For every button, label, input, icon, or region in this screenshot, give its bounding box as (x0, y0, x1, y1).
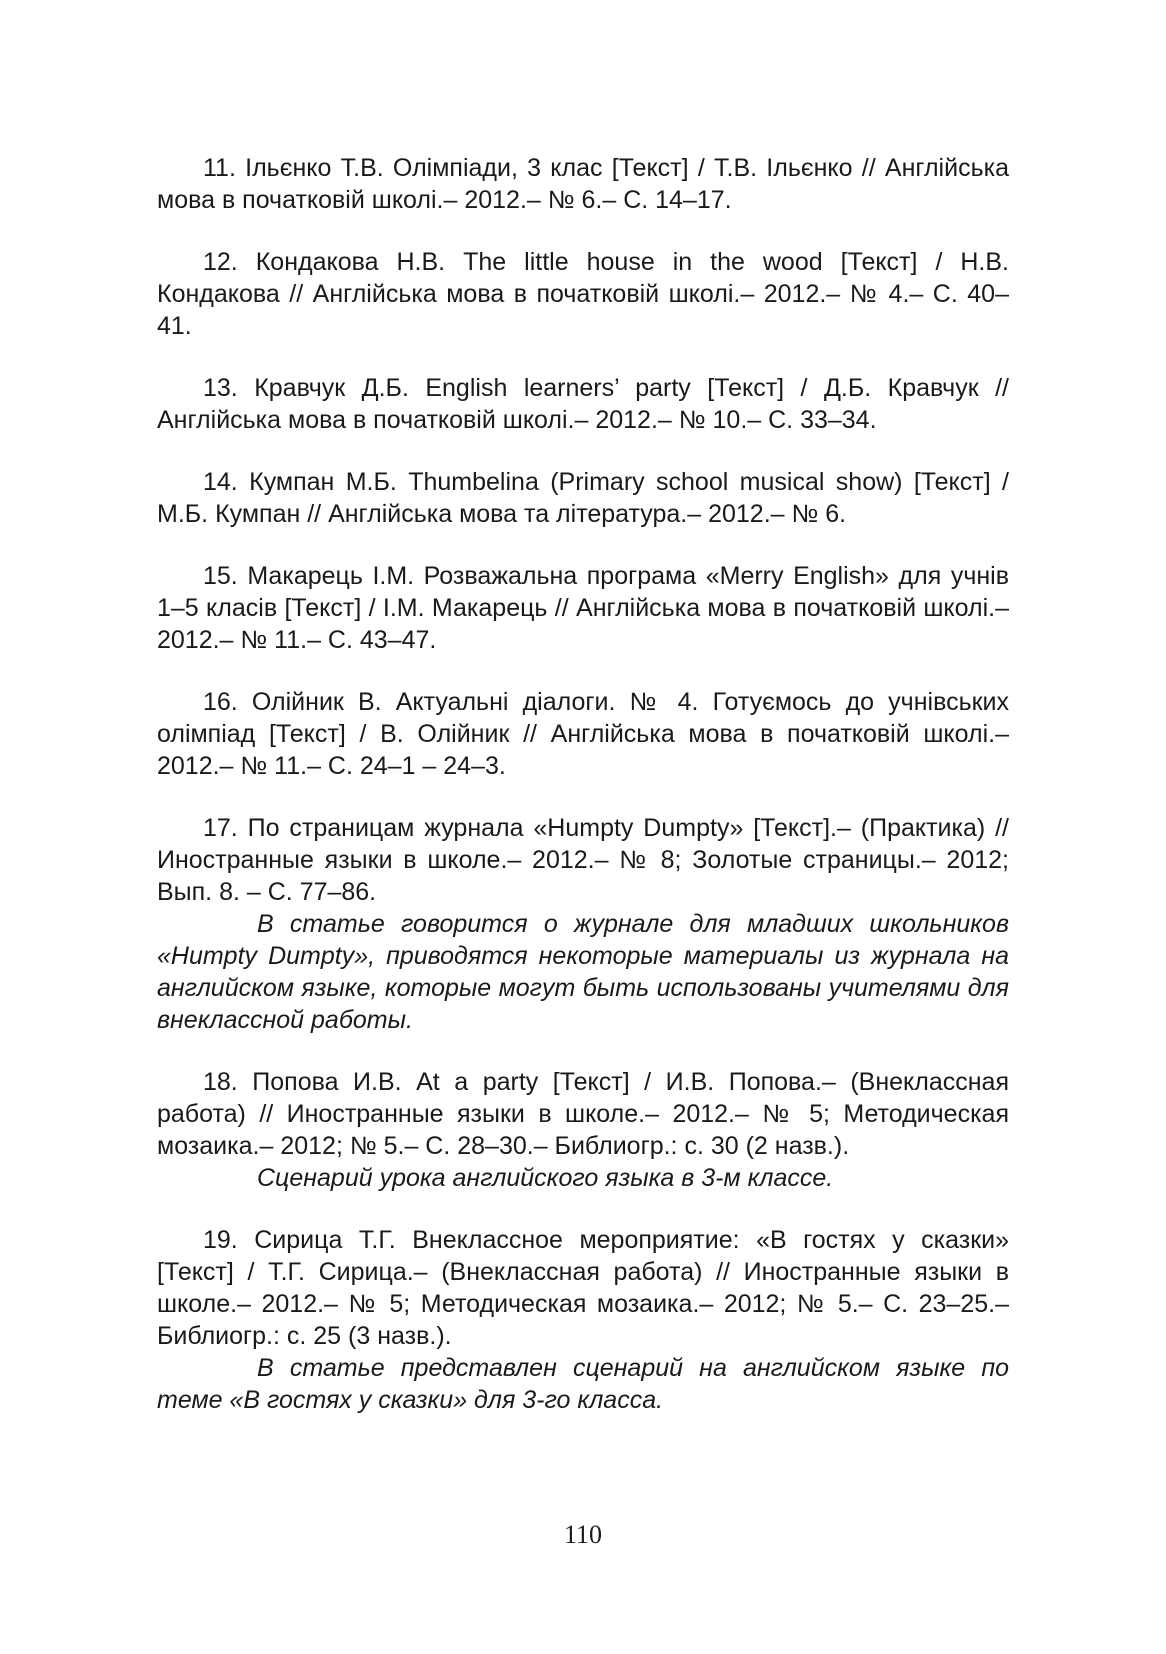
bibliography-entry-15 (157, 560, 1009, 656)
entry-citation: 12. Кондакова Н.В. The little house in the wood [Текст] / Н.В. Кондакова // Англійська мова в початковій школі.– 2012.– № 4.– С. 40–41. (157, 248, 1009, 340)
entry-citation: 11. Ільєнко Т.В. Олімпіади, 3 клас [Текст] / Т.В. Ільєнко // Англійська мова в початковій школі.– 2012.– № 6.– С. 14–17. (157, 154, 1009, 214)
bibliography-list (157, 152, 1009, 1446)
bibliography-entry-17 (157, 812, 1009, 1036)
entry-citation: 16. Олійник В. Актуальні діалоги. № 4. Готуємось до учнівських олімпіад [Текст] / В. Олійник // Англійська мова в початковій школі.– 2012.– № 11.– С. 24–1 – 24–3. (157, 688, 1009, 780)
bibliography-entry-18 (157, 1066, 1009, 1194)
entry-citation: 18. Попова И.В. At a party [Текст] / И.В. Попова.– (Внеклассная работа) // Иностранные языки в школе.– 2012.– № 5; Методическая мозаика.– 2012; № 5.– С. 28–30.– Библиогр.: с. 30 (2 назв.). (157, 1068, 1009, 1160)
entry-citation: 14. Кумпан М.Б. Thumbelina (Primary school musical show) [Текст] / М.Б. Кумпан // Англійська мова та література.– 2012.– № 6. (157, 468, 1009, 528)
bibliography-entry-11 (157, 152, 1009, 216)
entry-annotation: В статье говорится о журнале для младших школьников «Humpty Dumpty», приводятся некоторые материалы из журнала на английском языке, которые могут быть использованы учителями для внеклассной работы. (157, 910, 1009, 1034)
bibliography-entry-14 (157, 466, 1009, 530)
entry-citation: 17. По страницам журнала «Humpty Dumpty» [Текст].– (Практика) // Иностранные языки в школе.– 2012.– № 8; Золотые страницы.– 2012; Вып. 8. – С. 77–86. (157, 814, 1009, 906)
bibliography-entry-12 (157, 246, 1009, 342)
entry-citation: 13. Кравчук Д.Б. English learners’ party [Текст] / Д.Б. Кравчук // Англійська мова в початковій школі.– 2012.– № 10.– С. 33–34. (157, 374, 1009, 434)
entry-annotation: В статье представлен сценарий на английском языке по теме «В гостях у сказки» для 3-го класса. (157, 1354, 1009, 1414)
entry-annotation: Сценарий урока английского языка в 3-м классе. (257, 1164, 834, 1192)
entry-citation: 19. Сирица Т.Г. Внеклассное мероприятие: «В гостях у сказки» [Текст] / Т.Г. Сирица.– (Внеклассная работа) // Иностранные языки в школе.– 2012.– № 5; Методическая мозаика.– 2012; № 5.– С. 23–25.– Библиогр.: с. 25 (3 назв.). (157, 1226, 1009, 1350)
entry-citation: 15. Макарець І.М. Розважальна програма «Merry English» для учнів 1–5 класів [Текст] / І.М. Макарець // Англійська мова в початковій школі.– 2012.– № 11.– С. 43–47. (157, 562, 1009, 654)
bibliography-entry-16 (157, 686, 1009, 782)
page-number: 110 (563, 1520, 603, 1549)
bibliography-entry-13 (157, 372, 1009, 436)
bibliography-entry-19 (157, 1224, 1009, 1416)
